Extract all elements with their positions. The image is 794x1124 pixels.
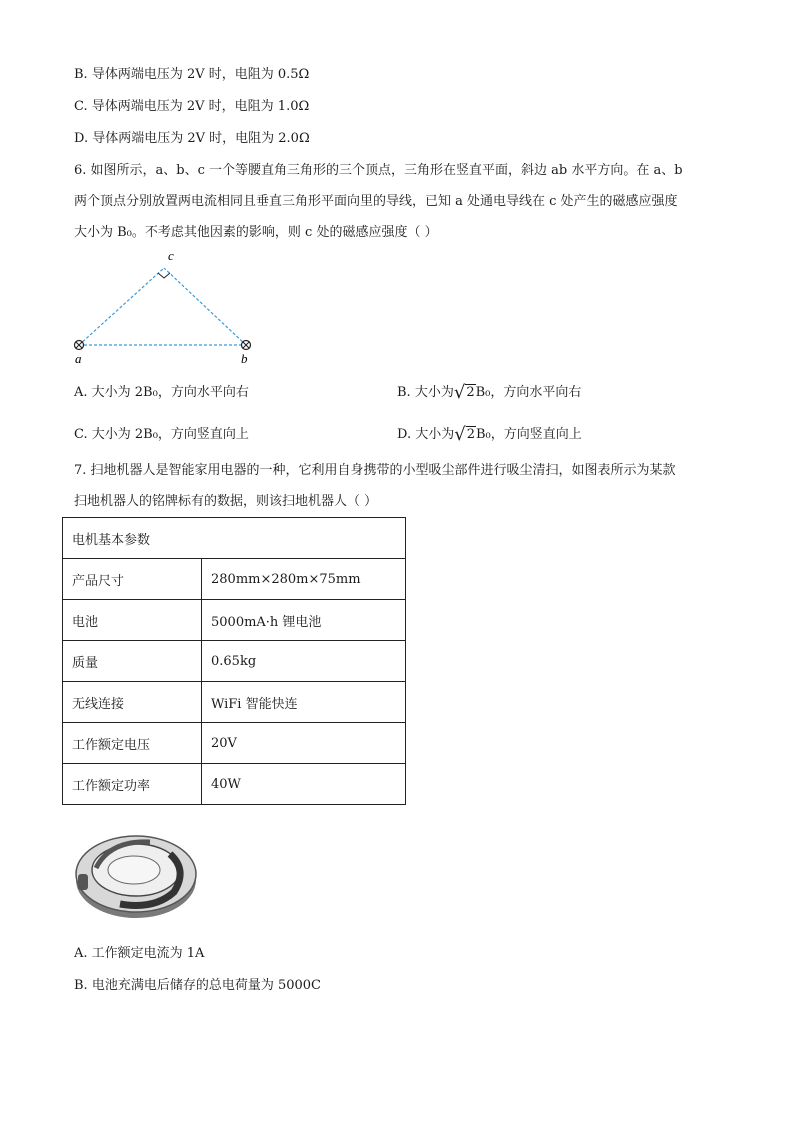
- q7-stem-line2: 扫地机器人的铭牌标有的数据，则该扫地机器人（ ）: [74, 494, 378, 509]
- param-name: 工作额定电压: [63, 723, 202, 764]
- table-header-row: [63, 518, 406, 559]
- table-row: [63, 723, 406, 764]
- q5-option-b: B. 导体两端电压为 2V 时，电阻为 0.5Ω: [74, 67, 310, 82]
- label-c: c: [168, 248, 174, 263]
- q6-option-d-suffix: B₀，方向竖直向上: [476, 427, 582, 442]
- q6-option-d: [397, 426, 582, 444]
- q6-option-d-prefix: D. 大小为: [397, 427, 455, 442]
- wire-a-icon: [75, 341, 84, 350]
- table-row: [63, 559, 406, 600]
- q6-stem-line2: 两个顶点分别放置两电流相同且垂直三角形平面向里的导线，已知 a 处通电导线在 c 处产生的磁感应强度: [74, 194, 678, 209]
- param-value: 0.65kg: [202, 641, 406, 682]
- q6-stem-line1: 6. 如图所示，a、b、c 一个等腰直角三角形的三个顶点，三角形在竖直平面，斜边 ab 水平方向。在 a、b: [74, 163, 683, 178]
- table-row: [63, 764, 406, 805]
- param-value: 20V: [202, 723, 406, 764]
- q6-stem-line3: 大小为 B₀。不考虑其他因素的影响，则 c 处的磁感应强度（ ）: [74, 225, 438, 240]
- q6-option-b-radicand: 2: [466, 385, 475, 400]
- table-row: [63, 682, 406, 723]
- q6-option-b-suffix: B₀，方向水平向右: [475, 385, 582, 400]
- q6-option-d-radicand: 2: [466, 427, 475, 442]
- q7-option-b: B. 电池充满电后储存的总电荷量为 5000C: [74, 978, 321, 993]
- q6-option-b: [397, 384, 581, 402]
- param-name: 电池: [63, 600, 202, 641]
- right-angle-mark: [158, 273, 170, 278]
- q5-option-c: C. 导体两端电压为 2V 时，电阻为 1.0Ω: [74, 99, 310, 114]
- label-a: a: [75, 351, 82, 366]
- param-value: 5000mA·h 锂电池: [202, 600, 406, 641]
- q6-option-a: A. 大小为 2B₀，方向水平向右: [74, 385, 249, 400]
- q6-option-b-prefix: B. 大小为: [397, 385, 454, 400]
- param-name: 工作额定功率: [63, 764, 202, 805]
- sqrt-symbol: √2: [453, 382, 475, 403]
- param-name: 产品尺寸: [63, 559, 202, 600]
- table-header: 电机基本参数: [63, 518, 406, 559]
- param-value: WiFi 智能快连: [202, 682, 406, 723]
- param-value: 280mm×280m×75mm: [202, 559, 406, 600]
- q6-option-c: C. 大小为 2B₀，方向竖直向上: [74, 427, 249, 442]
- q7-option-a: A. 工作额定电流为 1A: [74, 946, 205, 961]
- param-value: 40W: [202, 764, 406, 805]
- side-ac: [79, 268, 164, 345]
- robot-vacuum-photo: [70, 818, 200, 923]
- param-name: 质量: [63, 641, 202, 682]
- wire-b-icon: [242, 341, 251, 350]
- label-b: b: [241, 351, 248, 366]
- param-name: 无线连接: [63, 682, 202, 723]
- table-row: [63, 641, 406, 682]
- side-bc: [164, 268, 246, 345]
- q7-stem-line1: 7. 扫地机器人是智能家用电器的一种，它利用自身携带的小型吸尘部件进行吸尘清扫，如图表所示为某款: [74, 463, 676, 478]
- sqrt-symbol: √2: [454, 424, 475, 445]
- q5-option-d: D. 导体两端电压为 2V 时，电阻为 2.0Ω: [74, 131, 310, 146]
- parameter-table: [62, 517, 406, 805]
- triangle-figure: [66, 246, 266, 366]
- table-row: [63, 600, 406, 641]
